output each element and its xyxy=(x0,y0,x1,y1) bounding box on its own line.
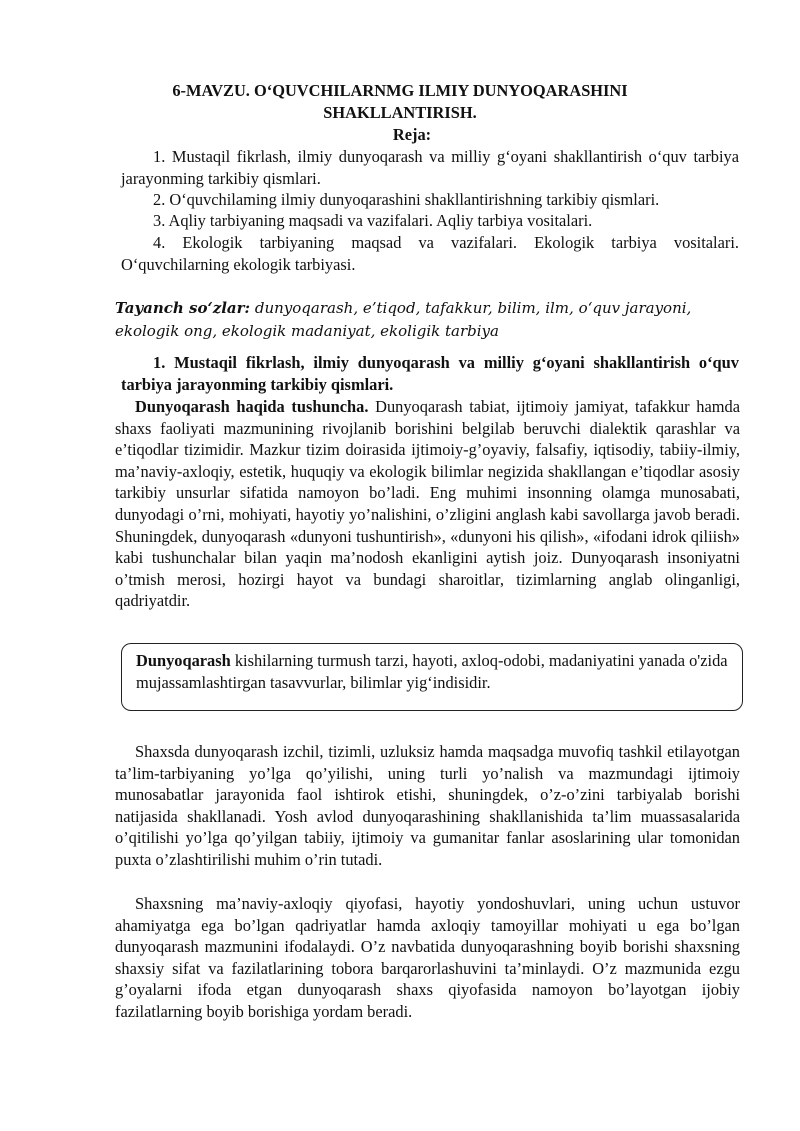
paragraph-3: Shaxsning ma’naviy-axloqiy qiyofasi, hayotiy yondoshuvlari, uning uchun ustuvor ahamiyatga ega bo’lgan qadriyatlar hamda axloqiy tamoyillar mohiyati u ega bo’lgan dunyoqarash mazmunini ifodalaydi. O’z navbatida dunyoqarashning boyib borishi shaxsning shaxsiy sifat va fazilatlarining tobora barqarorlashuvini ta’minlaydi. O’z mazmunida ezgu g’oyalarni ifoda etgan dunyoqarash shaxs qiyofasida namoyon bo’layotgan ijobiy fazilatlarning boyib borishiga yordam beradi. xyxy=(115,894,740,1021)
plan-label: Reja: xyxy=(392,125,432,144)
plan-item-3: 3. Aqliy tarbiyaning maqsadi va vazifalari. Aqliy tarbiya vositalari. xyxy=(153,211,593,230)
plan-item-1: 1. Mustaqil fikrlash, ilmiy dunyoqarash va milliy g‘oyani shakllantirish o‘quv tarbiya jarayonming tarkibiy qismlari. xyxy=(121,147,739,188)
definition-box xyxy=(121,643,743,711)
section-heading: 1. Mustaqil fikrlash, ilmiy dunyoqarash va milliy g‘oyani shakllantirish o‘quv tarbiya jarayonming tarkibiy qismlari. xyxy=(121,353,739,394)
paragraph-body: Dunyoqarash tabiat, ijtimoiy jamiyat, tafakkur hamda shaxs faoliyati mazmunining rivojlanib borishini belgilab beruvchi dialektik qarashlar va e’tiqodlar tizimidir. Mazkur tizim doirasida ijtimoiy-g’oyaviy, falsafiy, iqtisodiy, tabiiy-ilmiy, ma’naviy-axloqiy, estetik, huquqiy va ekologik bilimlar negizida shakllangan e’tiqodlar asosiy tarkibiy unsurlar sifatida namoyon bo’ladi. Eng muhimi insonning olamga munosabati, dunyodagi o’rni, mohiyati, hayotiy yo’nalishini, o’zligini anglash kabi savollarga javob beradi. Shuningdek, dunyoqarash «dunyoni tushuntirish», «dunyoni his qilish», «ifodani idrok qiliish» kabi tushunchalar bilan yaqin ma’nodosh ekanligini aytish joiz. Dunyoqarash insoniyatni o’tmish merosi, hozirgi hayot va bundagi sharoitlar, tizimlarning anglab olinganligi, qadriyatdir. xyxy=(115,397,740,611)
keywords-text: dunyoqarash, e’tiqod, tafakkur, bilim, ilm, o‘quv jarayoni, ekologik ong, ekologik madaniyat, ekoligik tarbiya xyxy=(115,299,692,340)
keywords-label: Tayanch so‘zlar: xyxy=(115,299,251,317)
paragraph-lead: Dunyoqarash haqida tushuncha. xyxy=(135,397,369,416)
title-line-2: SHAKLLANTIRISH. xyxy=(323,103,477,122)
plan-item-2: 2. O‘quvchilaming ilmiy dunyoqarashini shakllantirishning tarkibiy qismlari. xyxy=(153,190,660,209)
paragraph-2: Shaxsda dunyoqarash izchil, tizimli, uzluksiz hamda maqsadga muvofiq tashkil etilayotgan ta’lim-tarbiyaning yo’lga qo’yilishi, uning turli yo’nalish va mazmundagi ijtimoiy munosabatlar jarayonida faol ishtirok etishi, shuningdek, o’z-o’zini tarbiyalab borishi natijasida shakllanadi. Yosh avlod dunyoqarashining shakllanishida ta’lim muassasalarida o’qitilishi yo’lga qo’yilgan tabiiy, ijtimoiy va gumanitar fanlar asoslarining ular tomonidan puxta o’zlashtirilishi muhim o’rin tutadi. xyxy=(115,742,740,869)
paragraph-concept xyxy=(115,396,740,612)
definition-term: Dunyoqarash xyxy=(136,651,231,670)
keywords xyxy=(115,297,715,343)
title-line-1: 6-MAVZU. O‘QUVCHILARNMG ILMIY DUNYOQARASHINI xyxy=(172,81,628,100)
plan-item-4: 4. Ekologik tarbiyaning maqsad va vazifalari. Ekologik tarbiya vositalari. O‘quvchilarning ekologik tarbiyasi. xyxy=(121,233,739,274)
definition-text: kishilarning turmush tarzi, hayoti, axloq-odobi, madaniyatini yanada o'zida mujassamlashtirgan tasavvurlar, bilimlar yig‘indisidir. xyxy=(136,651,728,692)
